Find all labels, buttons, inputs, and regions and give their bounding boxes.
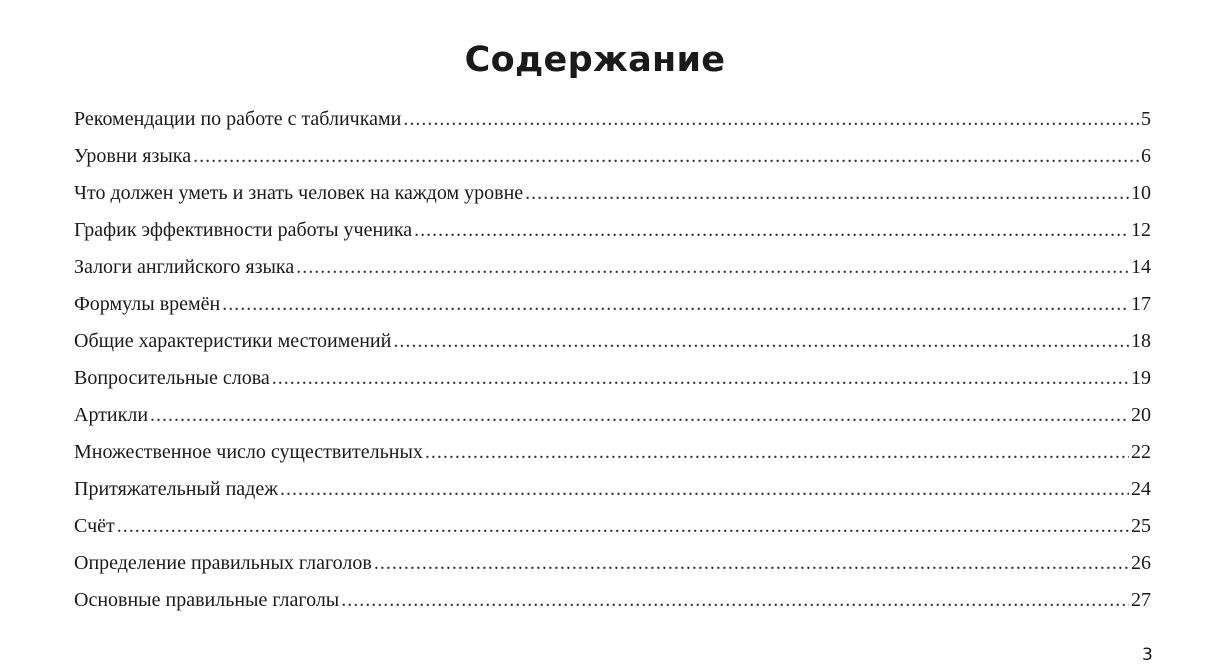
toc-entry-label: Залоги английского языка [74,256,295,278]
toc-entry-label: Притяжательный падеж [74,478,279,500]
page-title: Содержание [464,40,726,80]
toc-entry-label: Что должен уметь и знать человек на каждом уровне [74,182,524,204]
page-number: 3 [1142,645,1153,665]
toc-entry[interactable] [74,404,1151,441]
toc-entry[interactable] [74,330,1151,367]
toc-entry-label: Основные правильные глаголы [74,589,340,611]
toc-entry-page: 19 [1131,367,1151,389]
dot-leader [150,404,1129,427]
dot-leader [425,441,1129,464]
toc-entry-page: 27 [1131,589,1151,611]
toc-entry-label: Уровни языка [74,145,192,167]
toc-entry[interactable] [74,589,1151,626]
toc-entry[interactable] [74,367,1151,404]
toc-entry-page: 26 [1131,552,1151,574]
toc-entry[interactable] [74,256,1151,293]
toc-entry-page: 18 [1131,330,1151,352]
toc-entry-label: Формулы времён [74,293,221,315]
toc-entry[interactable] [74,515,1151,552]
toc-entry-page: 6 [1141,145,1151,167]
toc-entry-page: 20 [1131,404,1151,426]
dot-leader [222,293,1129,316]
dot-leader [280,478,1129,501]
toc-entry-page: 10 [1131,182,1151,204]
toc-entry-page: 5 [1141,108,1151,130]
toc-entry-page: 14 [1131,256,1151,278]
toc-entry[interactable] [74,219,1151,256]
dot-leader [393,330,1129,353]
toc-entry[interactable] [74,108,1151,145]
table-of-contents [74,108,1151,626]
dot-leader [117,515,1129,538]
dot-leader [341,589,1129,612]
toc-entry-label: Общие характеристики местоимений [74,330,392,352]
toc-entry-label: График эффективности работы ученика [74,219,413,241]
toc-entry-label: Счёт [74,515,115,537]
toc-entry-page: 25 [1131,515,1151,537]
toc-entry-label: Рекомендации по работе с табличками [74,108,402,130]
toc-entry-label: Артикли [74,404,149,426]
toc-entry[interactable] [74,552,1151,589]
toc-entry[interactable] [74,293,1151,330]
dot-leader [403,108,1139,131]
toc-entry-label: Множественное число существительных [74,441,423,463]
toc-entry-label: Определение правильных глаголов [74,552,372,574]
toc-entry[interactable] [74,182,1151,219]
toc-entry-page: 17 [1131,293,1151,315]
dot-leader [374,552,1129,575]
dot-leader [193,145,1139,168]
toc-entry-label: Вопросительные слова [74,367,270,389]
dot-leader [525,182,1129,205]
toc-entry[interactable] [74,441,1151,478]
toc-entry[interactable] [74,145,1151,182]
toc-entry[interactable] [74,478,1151,515]
dot-leader [272,367,1129,390]
dot-leader [414,219,1129,242]
dot-leader [296,256,1129,279]
toc-entry-page: 24 [1131,478,1151,500]
toc-entry-page: 12 [1131,219,1151,241]
toc-entry-page: 22 [1131,441,1151,463]
